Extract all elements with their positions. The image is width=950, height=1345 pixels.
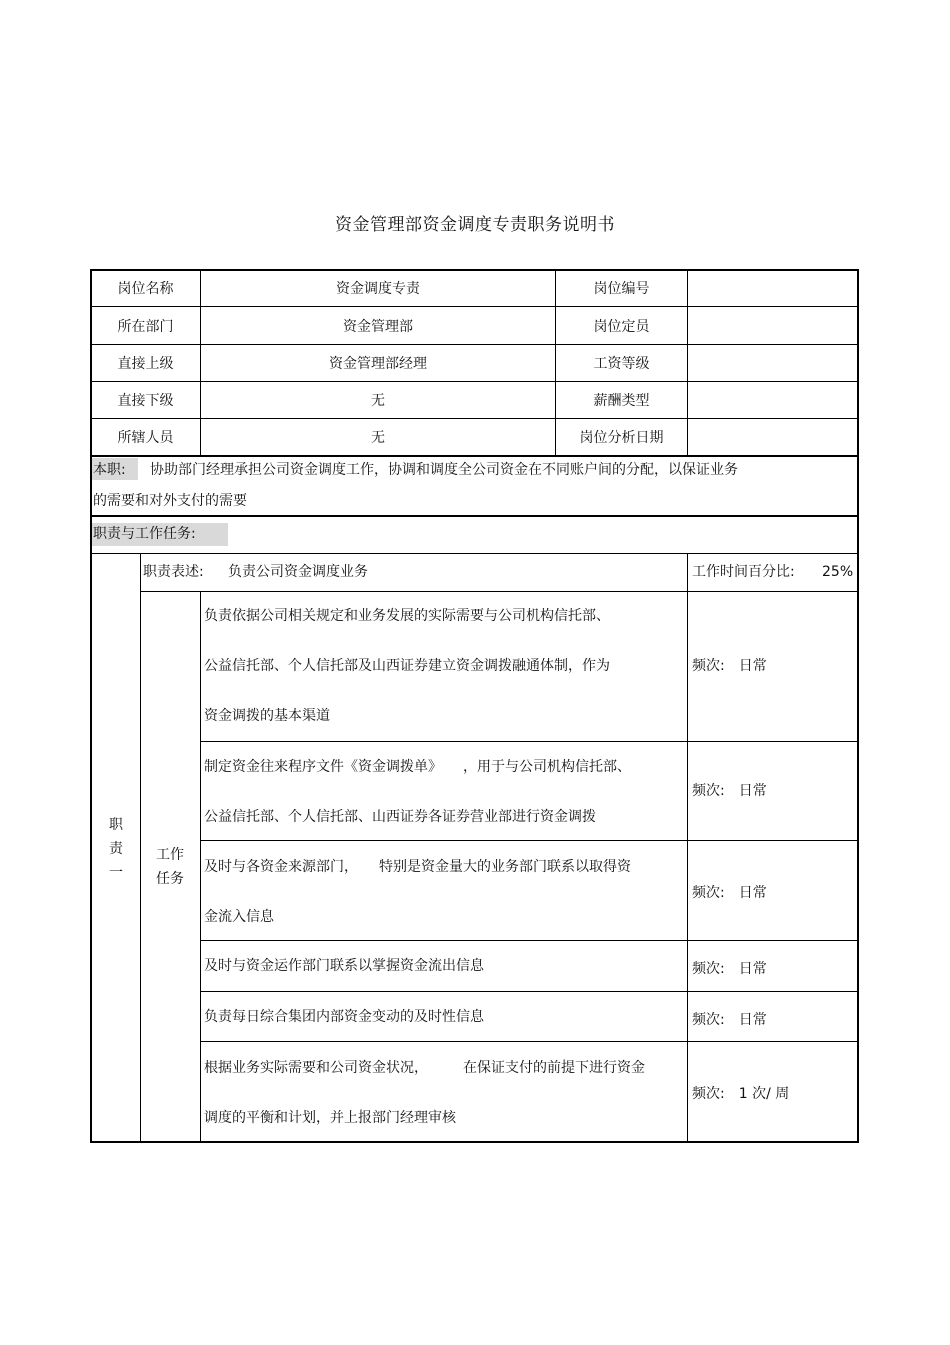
- task-item: 制定资金往来程序文件《资金调拨单》 ，用于与公司机构信托部、 公益信托部、个人信托部、山西证券各证券营业部进行资金调拨: [204, 759, 631, 825]
- duty-desc-text: 负责公司资金调度业务: [228, 564, 368, 580]
- info-value-analysis-date: [688, 419, 857, 455]
- info-label-subordinate: 直接下级: [117, 393, 174, 409]
- info-value-staff: 无: [371, 430, 385, 446]
- info-label-department: 所在部门: [117, 318, 174, 335]
- task-frequency: 频次: 日常: [692, 1012, 767, 1028]
- info-value-position-no: [688, 270, 857, 306]
- info-value-pay-type: [688, 382, 857, 418]
- task-frequency: 频次: 1 次/ 周: [692, 1086, 790, 1102]
- info-label-analysis-date: 岗位分析日期: [579, 430, 664, 446]
- info-label-headcount: 岗位定员: [593, 318, 650, 335]
- info-value-headcount: [688, 307, 857, 344]
- info-label-salary-grade: 工资等级: [593, 356, 650, 372]
- info-value-department: 资金管理部: [343, 318, 413, 335]
- tasks-label: 工作 任务: [156, 847, 184, 887]
- page-title: 资金管理部资金调度专责职务说明书: [335, 215, 615, 235]
- info-label-position-name: 岗位名称: [117, 281, 174, 297]
- duty-desc-label: 职责表述:: [143, 564, 204, 580]
- task-frequency: 频次: 日常: [692, 658, 767, 674]
- task-item: 负责依据公司相关规定和业务发展的实际需要与公司机构信托部、 公益信托部、个人信托部及山西证券建立资金调拨融通体制，作为 资金调拨的基本渠道: [204, 608, 610, 724]
- duty-pct-value: 25%: [822, 564, 854, 580]
- task-item: 及时与资金运作部门联系以掌握资金流出信息: [204, 958, 484, 974]
- duties-header: 职责与工作任务:: [93, 526, 196, 542]
- benzhi-text-line2: 的需要和对外支付的需要: [93, 493, 247, 509]
- task-frequency: 频次: 日常: [692, 885, 767, 901]
- info-value-superior: 资金管理部经理: [329, 356, 427, 372]
- info-value-position-name: 资金调度专责: [336, 281, 420, 297]
- task-item: 根据业务实际需要和公司资金状况， 在保证支付的前提下进行资金 调度的平衡和计划，并上报部门经理审核: [204, 1060, 645, 1126]
- task-frequency: 频次: 日常: [692, 783, 767, 799]
- info-label-pay-type: 薪酬类型: [593, 393, 650, 409]
- info-label-staff: 所辖人员: [117, 430, 174, 446]
- task-item: 负责每日综合集团内部资金变动的及时性信息: [204, 1009, 484, 1025]
- info-label-superior: 直接上级: [117, 356, 174, 372]
- benzhi-label: 本职:: [93, 462, 126, 478]
- duty-side-label: 职 责 一: [109, 817, 123, 881]
- task-frequency: 频次: 日常: [692, 961, 767, 977]
- benzhi-text-line1: 协助部门经理承担公司资金调度工作，协调和调度全公司资金在不同账户间的分配，以保证业务: [150, 462, 738, 478]
- info-label-position-no: 岗位编号: [593, 281, 650, 297]
- info-value-subordinate: 无: [371, 393, 385, 409]
- task-item: 及时与各资金来源部门， 特别是资金量大的业务部门联系以取得资 金流入信息: [204, 859, 631, 925]
- duty-pct-label: 工作时间百分比:: [692, 564, 795, 580]
- info-value-salary-grade: [688, 345, 857, 381]
